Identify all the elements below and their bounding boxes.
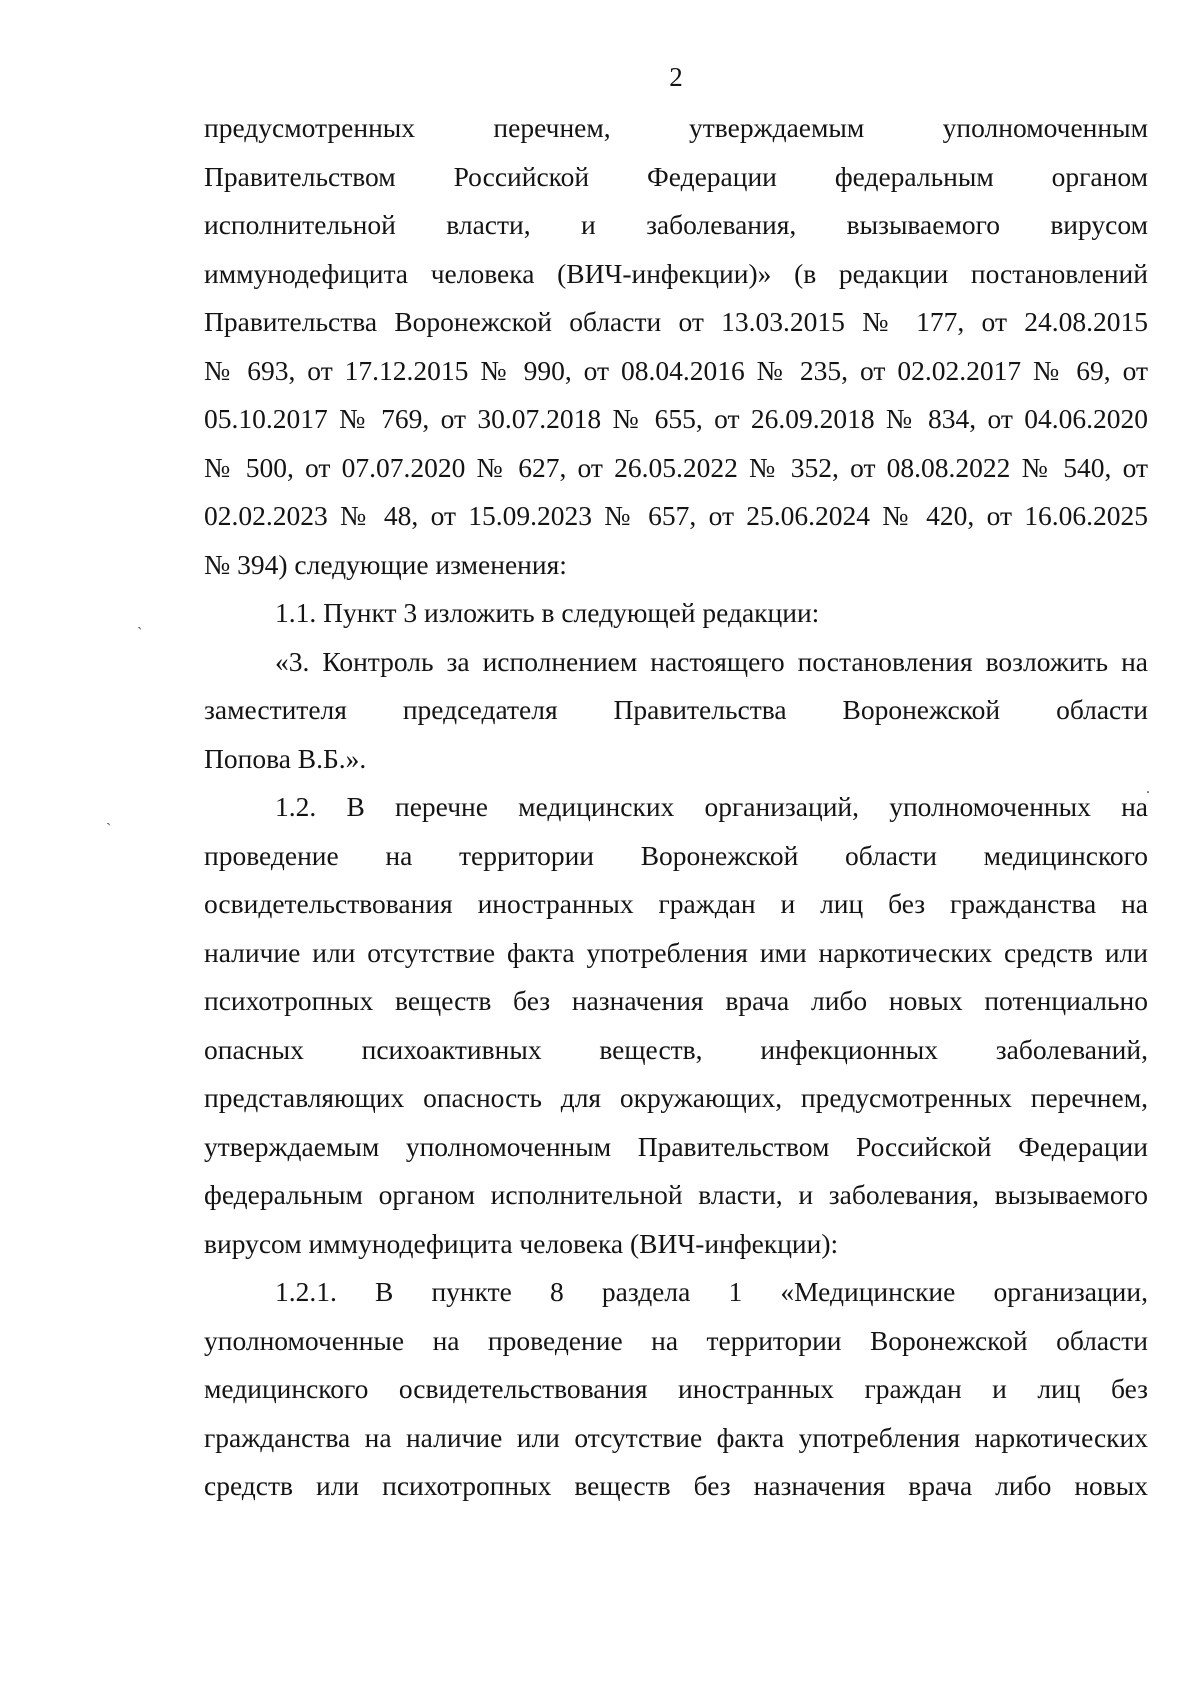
paragraph-clause-1-1	[204, 589, 1148, 638]
text-line: 1.2. В перечне медицинских организаций, уполномоченных на	[275, 791, 1148, 822]
paragraph-clause-1-2	[204, 780, 1150, 1268]
text-line: Попова В.Б.».	[204, 742, 367, 774]
text-line: № 394) следующие изменения:	[204, 548, 567, 580]
text-line: «3. Контроль за исполнением настоящего постановления возложить на	[275, 645, 1148, 677]
text-line: проведение на территории Воронежской области медицинского	[204, 839, 1148, 871]
text-line: средств или психотропных веществ без назначения врача либо новых	[204, 1470, 1148, 1501]
paragraph-clause-1-2-1	[204, 1268, 1148, 1511]
text-line: вирусом иммунодефицита человека (ВИЧ-инфекции):	[204, 1227, 839, 1259]
text-line: освидетельствования иностранных граждан и лиц без гражданства на	[204, 888, 1148, 919]
scan-speck: `	[106, 821, 112, 838]
text-line: предусмотренных перечнем, утверждаемым уполномоченным	[204, 112, 1148, 143]
text-line: гражданства на наличие или отсутствие факта употребления наркотических	[204, 1421, 1148, 1453]
text-line: иммунодефицита человека (ВИЧ-инфекции)» (в редакции постановлений	[204, 257, 1148, 289]
text-line: опасных психоактивных веществ, инфекционных заболеваний,	[204, 1033, 1148, 1065]
text-line: наличие или отсутствие факта употребления ими наркотических средств или	[204, 936, 1148, 968]
text-line: утверждаемым уполномоченным Правительством Российской Федерации	[204, 1130, 1148, 1162]
document-body	[204, 104, 1148, 1511]
page-number: 2	[669, 62, 683, 92]
text-line: федеральным органом исполнительной власти, и заболевания, вызываемого	[204, 1179, 1148, 1210]
text-line: психотропных веществ без назначения врача либо новых потенциально	[204, 985, 1148, 1016]
text-line: 1.2.1. В пункте 8 раздела 1 «Медицинские организации,	[275, 1276, 1148, 1307]
text-line: № 693, от 17.12.2015 № 990, от 08.04.2016 № 235, от 02.02.2017 № 69, от	[204, 354, 1148, 386]
scan-speck: `	[137, 625, 143, 642]
scan-speck: .	[1146, 780, 1150, 797]
text-line: медицинского освидетельствования иностранных граждан и лиц без	[204, 1373, 1148, 1404]
paragraph-amendment-intro	[204, 104, 1148, 589]
text-line: 02.02.2023 № 48, от 15.09.2023 № 657, от 25.06.2024 № 420, от 16.06.2025	[204, 500, 1148, 531]
text-line: № 500, от 07.07.2020 № 627, от 26.05.2022 № 352, от 08.08.2022 № 540, от	[204, 451, 1148, 483]
text-line: 05.10.2017 № 769, от 30.07.2018 № 655, от 26.09.2018 № 834, от 04.06.2020	[204, 403, 1148, 434]
text-line: исполнительной власти, и заболевания, вызываемого вирусом	[204, 209, 1148, 240]
text-line: представляющих опасность для окружающих, предусмотренных перечнем,	[204, 1082, 1148, 1113]
text-line: заместителя председателя Правительства Воронежской области	[204, 694, 1148, 725]
paragraph-clause-3-text	[204, 638, 1148, 784]
text-line: 1.1. Пункт 3 изложить в следующей редакции:	[275, 597, 820, 628]
text-line: Правительства Воронежской области от 13.03.2015 № 177, от 24.08.2015	[204, 306, 1148, 337]
text-line: Правительством Российской Федерации федеральным органом	[204, 160, 1148, 192]
text-line: уполномоченные на проведение на территории Воронежской области	[204, 1324, 1148, 1356]
